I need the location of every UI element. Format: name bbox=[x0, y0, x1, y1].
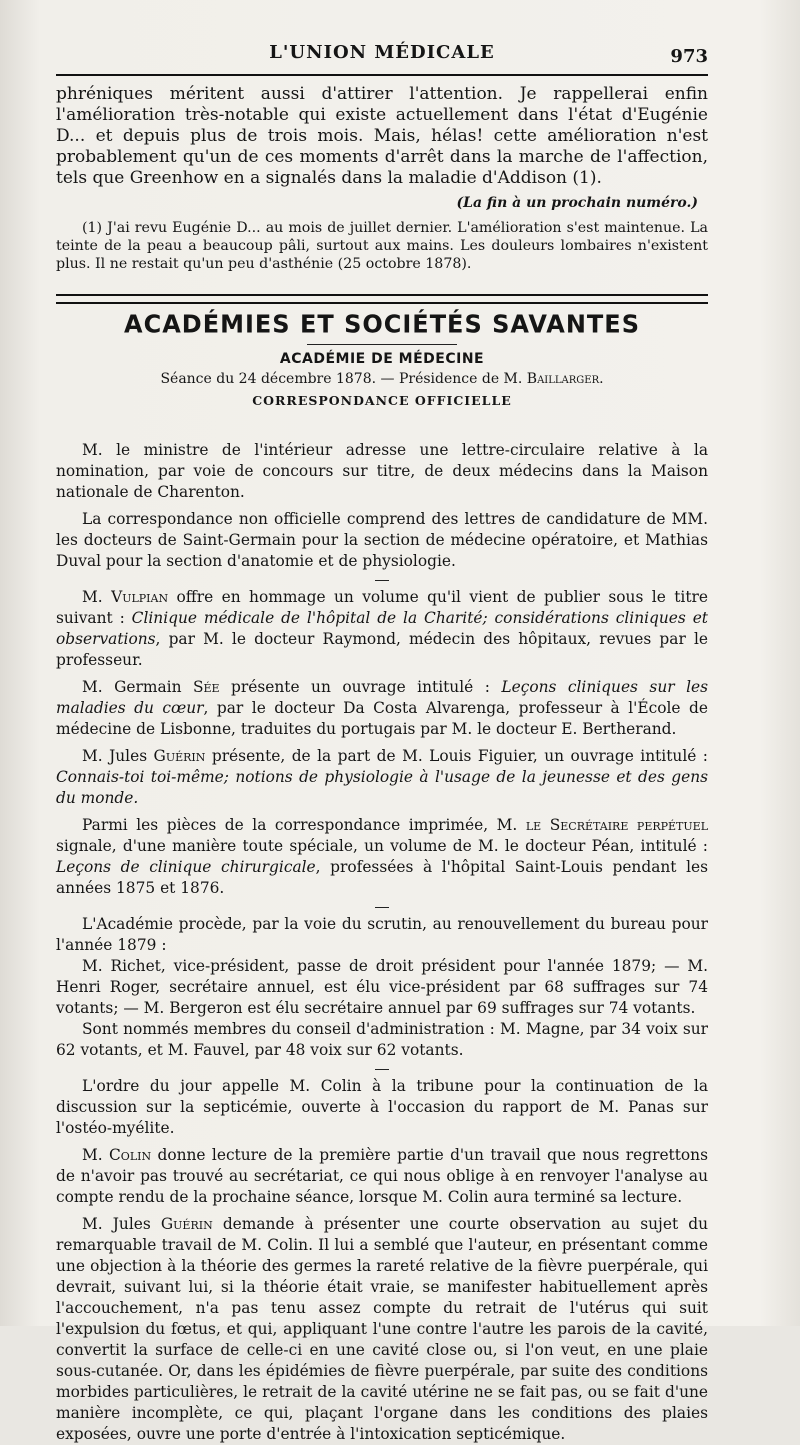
book-title: Clinique médicale de l'hôpital de la Charité; considérations cliniques et observations bbox=[56, 609, 708, 648]
continuation-note: (La fin à un prochain numéro.) bbox=[456, 195, 698, 211]
seance-line bbox=[56, 371, 708, 387]
section-heading-block bbox=[56, 294, 708, 408]
text-run: présente un ouvrage intitulé : bbox=[219, 678, 502, 696]
book-title: Leçons cliniques sur les maladies du cœur bbox=[56, 678, 708, 717]
section-title: ACADÉMIES ET SOCIÉTÉS SAVANTES bbox=[124, 309, 640, 339]
name-see: Sée bbox=[192, 678, 220, 696]
page-header bbox=[56, 38, 708, 68]
text-run: , professées à l'hôpital Saint-Louis pendant les années 1875 et 1876. bbox=[56, 858, 709, 897]
text-run: donne lecture de la première partie d'un travail que nous regrettons de n'avoir pas trouvé au secrétariat, ce qui nous oblige à en renvoyer l'analyse au compte rendu de la prochaine séance, lorsque M. Colin aura terminé sa lecture. bbox=[56, 1146, 708, 1206]
paragraph-secretaire bbox=[56, 815, 708, 899]
paragraph-ministre: M. le ministre de l'intérieur adresse une lettre-circulaire relative à la nomination, par voie de concours sur titre, de deux médecins dans la Maison nationale de Charenton. bbox=[56, 441, 708, 501]
seance-president: Baillarger bbox=[526, 371, 600, 387]
text-run: M. bbox=[82, 1146, 110, 1164]
running-head: L'UNION MÉDICALE bbox=[269, 42, 495, 63]
text-run: , par le docteur Da Costa Alvarenga, professeur à l'École de médecine de Lisbonne, traduites du portugais par M. le docteur E. Bertherand. bbox=[56, 699, 708, 738]
paragraph-scrutin: L'Académie procède, par la voie du scrutin, au renouvellement du bureau pour l'année 1879 : bbox=[56, 915, 708, 954]
text-run: , par M. le docteur Raymond, médecin des hôpitaux, revues par le professeur. bbox=[56, 630, 708, 669]
header-rule bbox=[56, 74, 708, 76]
page-number: 973 bbox=[670, 46, 708, 67]
name-vulpian: Vulpian bbox=[111, 588, 169, 606]
paragraph-election: M. Richet, vice-président, passe de droit président pour l'année 1879; — M. Henri Roger, secrétaire annuel, est élu vice-président par 68 suffrages sur 74 votants; — M. Bergeron est élu secrétaire annuel par 69 suffrages sur 74 votants. bbox=[56, 957, 708, 1017]
text-run: présente, de la part de M. Louis Figuier, un ouvrage intitulé : bbox=[205, 747, 708, 765]
name-secretaire: le Secrétaire perpétuel bbox=[525, 816, 709, 834]
book-title: Connais-toi toi-même; notions de physiologie à l'usage de la jeunesse et des gens du monde. bbox=[56, 768, 708, 807]
text-run: M. bbox=[82, 588, 112, 606]
text-run: Parmi les pièces de la correspondance imprimée, M. bbox=[82, 816, 526, 834]
text-run: M. Jules bbox=[82, 747, 154, 765]
text-run: offre en hommage un volume qu'il vient de publier sous le titre suivant : bbox=[56, 588, 708, 627]
name-guerin: Guérin bbox=[160, 1215, 213, 1233]
footnote: (1) J'ai revu Eugénie D... au mois de juillet dernier. L'amélioration s'est maintenue. La teinte de la peau a beaucoup pâli, surtout aux mains. Les douleurs lombaires n'existent plus. Il ne restait qu'un peu d'asthénie (25 octobre 1878). bbox=[56, 220, 708, 272]
paragraph-see bbox=[56, 677, 708, 740]
text-run: signale, d'une manière toute spéciale, un volume de M. le docteur Péan, intitulé : bbox=[56, 837, 708, 855]
text-run: M. Germain bbox=[82, 678, 193, 696]
paragraph-ordre-du-jour: L'ordre du jour appelle M. Colin à la tribune pour la continuation de la discussion sur la septicémie, ouverte à l'occasion du rapport de M. Panas sur l'ostéo-myélite. bbox=[56, 1077, 708, 1137]
paragraph-correspondance: La correspondance non officielle comprend des lettres de candidature de MM. les docteurs de Saint-Germain pour la section de médecine opératoire, et Mathias Duval pour la section d'anatomie et de physiologie. bbox=[56, 510, 708, 570]
seance-suffix: . bbox=[599, 371, 604, 387]
text-run: M. Jules bbox=[82, 1215, 161, 1233]
opening-block bbox=[56, 84, 708, 273]
correspondence-title: CORRESPONDANCE OFFICIELLE bbox=[252, 393, 512, 408]
section-double-rule bbox=[56, 294, 708, 304]
book-title: Leçons de clinique chirurgicale bbox=[56, 858, 316, 876]
seance-prefix: Séance du 24 décembre 1878. — Présidence de M. bbox=[160, 371, 527, 387]
paragraph-colin bbox=[56, 1145, 708, 1208]
name-guerin: Guérin bbox=[153, 747, 206, 765]
academy-subtitle: ACADÉMIE DE MÉDECINE bbox=[279, 351, 485, 367]
text-run: demande à présenter une courte observation au sujet du remarquable travail de M. Colin. Il lui a semblé que l'auteur, en présentant comme une objection à la théorie des germes la rareté relative de la fièvre puerpérale, qui devrait, suivant lui, si la théorie était vraie, se manifester habituellement après l'accouchement, n'a pas tenu assez compte du retrait de l'utérus qui suit l'expulsion du fœtus, et qui, appliquant l'une contre l'autre les parois de la cavité, convertit la surface de celle-ci en une cavité close ou, si l'on veut, en une plaie sous-cutanée. Or, dans les épidémies de fièvre puerpérale, par suite des conditions morbides particulières, le retrait de la cavité utérine ne se fait pas, ou se fait d'une manière incomplète, ce qui, plaçant l'organe dans les conditions des plaies exposées, ouvre une porte d'entrée à l'intoxication septicémique. bbox=[56, 1215, 708, 1443]
paragraph-guerin-figuier bbox=[56, 746, 708, 809]
name-colin: Colin bbox=[109, 1146, 152, 1164]
opening-paragraph: phréniques méritent aussi d'attirer l'attention. Je rappellerai enfin l'amélioration très-notable qui existe actuellement dans l'état d'Eugénie D... et depuis plus de trois mois. Mais, hélas! cette amélioration n'est probablement qu'un de ces moments d'arrêt dans la marche de l'affection, tels que Greenhow en a signalés dans la maladie d'Addison (1). bbox=[56, 84, 708, 188]
article-body bbox=[56, 440, 708, 1445]
paragraph-conseil: Sont nommés membres du conseil d'administration : M. Magne, par 34 voix sur 62 votants, et M. Fauvel, par 48 voix sur 62 votants. bbox=[56, 1020, 708, 1059]
paragraph-guerin-observation bbox=[56, 1214, 708, 1445]
paragraph-vulpian bbox=[56, 587, 708, 671]
